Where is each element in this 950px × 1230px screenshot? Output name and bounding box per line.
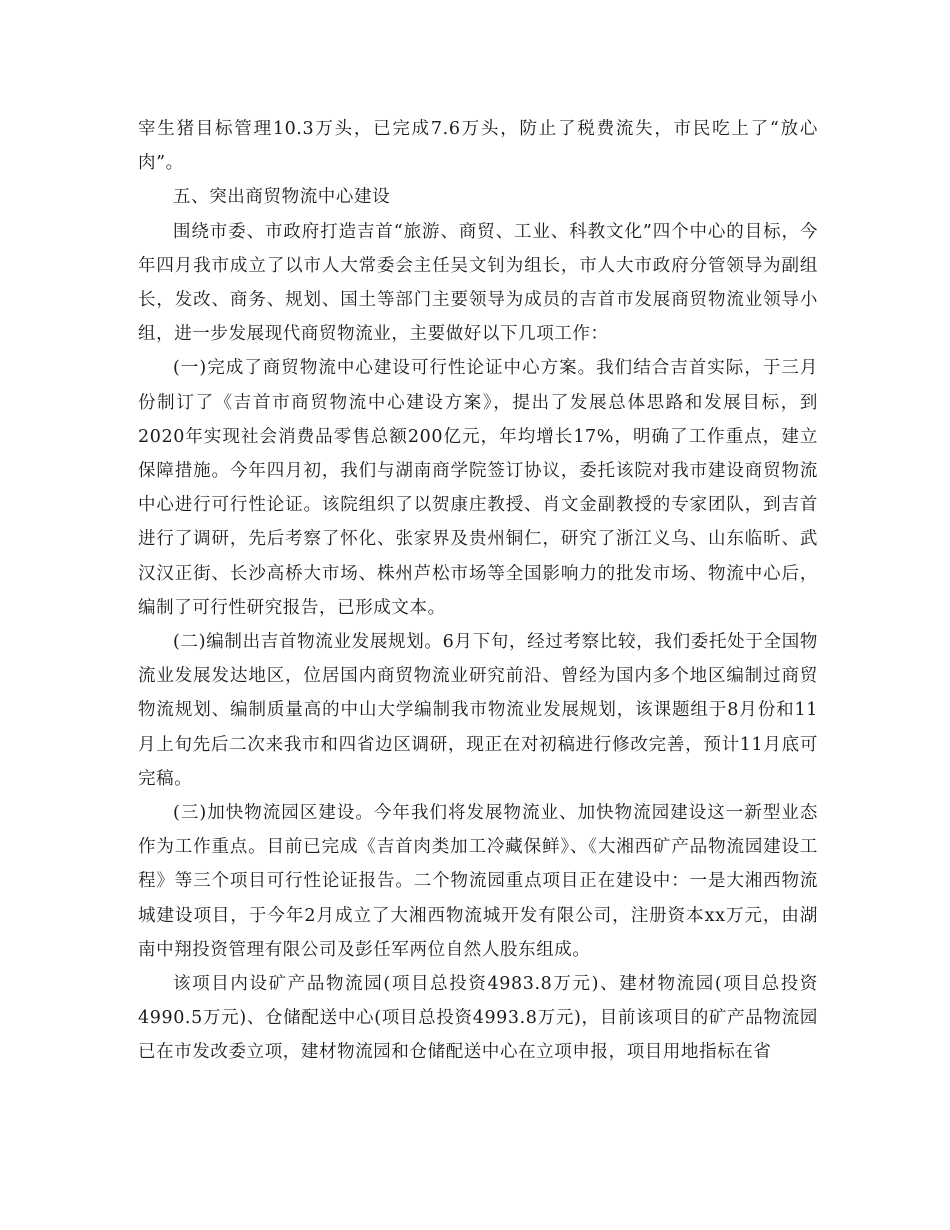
paragraph-intro: 围绕市委、市政府打造吉首“旅游、商贸、工业、科教文化”四个中心的目标，今年四月我市成立了以市人大常委会主任吴文钊为组长，市人大市政府分管领导为副组长，发改、商务、规划、国土等部门主要领导为成员的吉首市发展商贸物流业领导小组，进一步发展现代商贸物流业，主要做好以下几项工作： — [138, 221, 818, 345]
paragraph-project-details: 该项目内设矿产品物流园(项目总投资4983.8万元)、建材物流园(项目总投资4990.5万元)、仓储配送中心(项目总投资4993.8万元)，目前该项目的矿产品物流园已在市发改委立项，建材物流园和仓储配送中心在立项申报，项目用地指标在省 — [138, 974, 818, 1063]
paragraph-item-2: (二)编制出吉首物流业发展规划。6月下旬，经过考察比较，我们委托处于全国物流业发展发达地区，位居国内商贸物流业研究前沿、曾经为国内多个地区编制过商贸物流规划、编制质量高的中山大学编制我市物流业发展规划，该课题组于8月份和11月上旬先后二次来我市和四省边区调研，现正在对初稿进行修改完善，预计11月底可完稿。 — [138, 632, 818, 789]
section-heading-commerce-logistics: 五、突出商贸物流中心建设 — [173, 187, 391, 208]
document-body — [138, 112, 818, 1070]
paragraph-item-1: (一)完成了商贸物流中心建设可行性论证中心方案。我们结合吉首实际，于三月份制订了《吉首市商贸物流中心建设方案》，提出了发展总体思路和发展目标，到2020年实现社会消费品零售总额200亿元，年均增长17%，明确了工作重点，建立保障措施。今年四月初，我们与湖南商学院签订协议，委托该院对我市建设商贸物流中心进行可行性论证。该院组织了以贺康庄教授、肖文金副教授的专家团队，到吉首进行了调研，先后考察了怀化、张家界及贵州铜仁，研究了浙江义乌、山东临昕、武汉汉正街、长沙高桥大市场、株州芦松市场等全国影响力的批发市场、物流中心后，编制了可行性研究报告，已形成文本。 — [138, 358, 818, 618]
paragraph-continued: 宰生猪目标管理10.3万头，已完成7.6万头，防止了税费流失，市民吃上了“放心肉”。 — [138, 119, 818, 174]
paragraph-item-3: (三)加快物流园区建设。今年我们将发展物流业、加快物流园建设这一新型业态作为工作重点。目前已完成《吉首肉类加工冷藏保鲜》、《大湘西矿产品物流园建设工程》等三个项目可行性论证报告。二个物流园重点项目正在建设中：一是大湘西物流城建设项目，于今年2月成立了大湘西物流城开发有限公司，注册资本xx万元，由湖南中翔投资管理有限公司及彭任军两位自然人股东组成。 — [138, 803, 818, 960]
